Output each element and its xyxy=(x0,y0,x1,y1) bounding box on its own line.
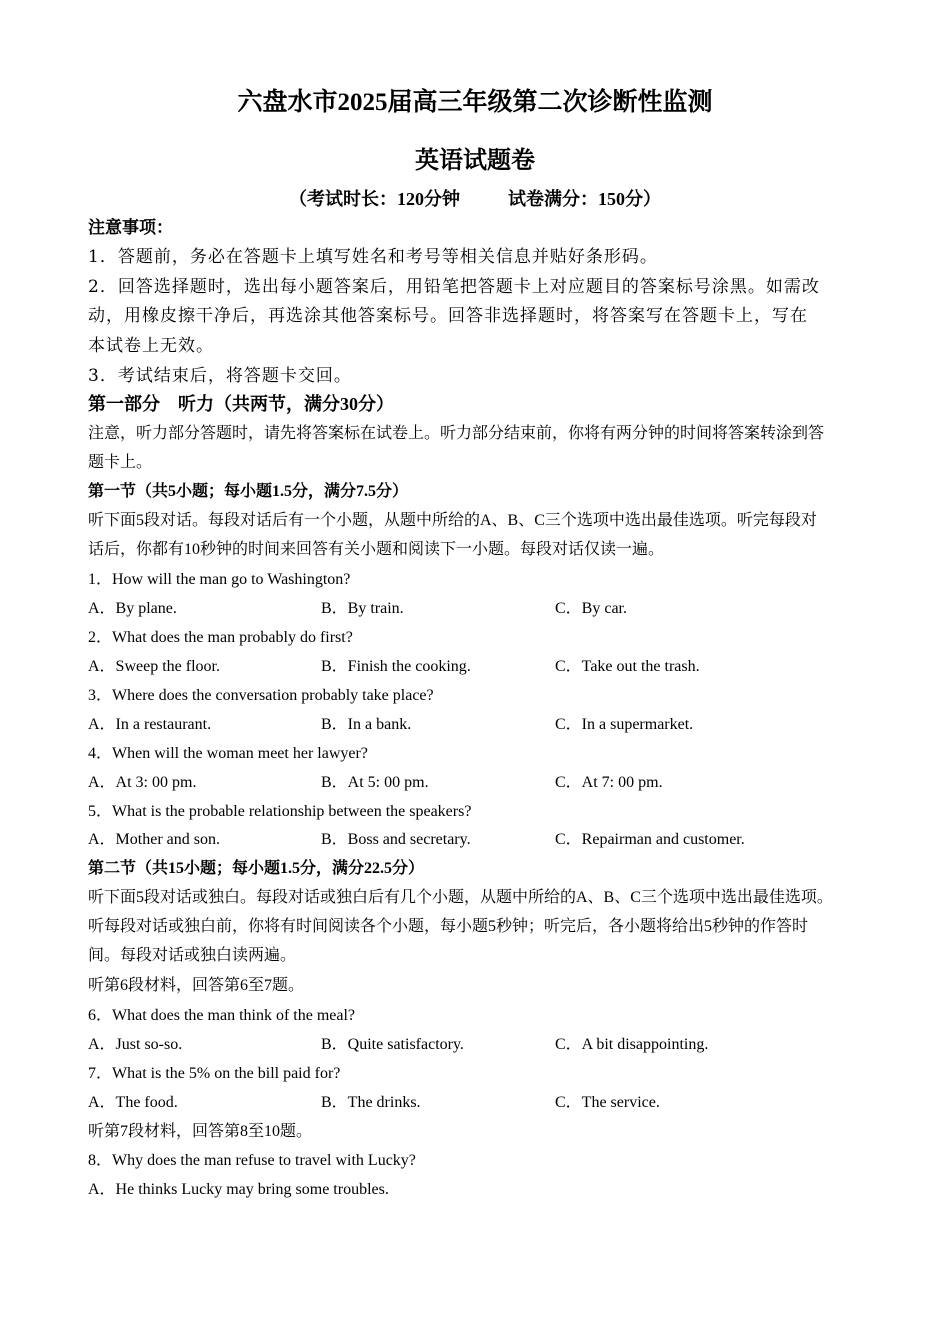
notice-line: 2．回答选择题时，选出每小题答案后，用铅笔把答题卡上对应题目的答案标号涂黑。如需改 xyxy=(88,277,820,297)
option-b: B．At 5: 00 pm. xyxy=(321,774,429,791)
option-a: A．Sweep the floor. xyxy=(88,658,220,675)
option-b: B．Quite satisfactory. xyxy=(321,1036,464,1053)
option-b: B．Finish the cooking. xyxy=(321,658,471,675)
section2-instruction: 间。每段对话或独白读两遍。 xyxy=(88,947,297,964)
notice-heading: 注意事项： xyxy=(88,218,173,238)
question-4: 4．When will the woman meet her lawyer? xyxy=(88,745,368,762)
score-info: 试卷满分：150分） xyxy=(508,189,661,209)
option-a: A．In a restaurant. xyxy=(88,716,212,733)
notice-line: 本试卷上无效。 xyxy=(88,336,214,356)
notice-line: 3．考试结束后，将答题卡交回。 xyxy=(88,366,352,386)
option-c: C．Take out the trash. xyxy=(555,658,700,675)
exam-subtitle: 英语试题卷 xyxy=(415,148,535,174)
option-a: A．The food. xyxy=(88,1094,178,1111)
exam-info xyxy=(0,185,950,211)
question-3: 3．Where does the conversation probably take place? xyxy=(88,687,434,704)
exam-title: 六盘水市2025届高三年级第二次诊断性监测 xyxy=(237,89,713,116)
option-c: C．At 7: 00 pm. xyxy=(555,774,663,791)
section2-heading: 第二节（共15小题；每小题1.5分，满分22.5分） xyxy=(88,860,425,877)
option-b: B．The drinks. xyxy=(321,1094,421,1111)
option-c: C．By car. xyxy=(555,600,627,617)
material-7-intro: 听第7段材料，回答第8至10题。 xyxy=(88,1123,313,1140)
material-6-intro: 听第6段材料，回答第6至7题。 xyxy=(88,977,305,994)
part1-heading: 第一部分 听力（共两节，满分30分） xyxy=(88,394,394,414)
section1-instruction: 话后，你都有10秒钟的时间来回答有关小题和阅读下一小题。每段对话仅读一遍。 xyxy=(88,541,665,558)
part1-note: 注意，听力部分答题时，请先将答案标在试卷上。听力部分结束前，你将有两分钟的时间将答案转涂到答 xyxy=(88,425,825,442)
notice-line: 动，用橡皮擦干净后，再选涂其他答案标号。回答非选择题时，将答案写在答题卡上，写在 xyxy=(88,306,808,326)
option-a: A．At 3: 00 pm. xyxy=(88,774,197,791)
time-info: （考试时长：120分钟 xyxy=(289,189,460,209)
question-8: 8．Why does the man refuse to travel with Lucky? xyxy=(88,1152,416,1169)
question-7: 7．What is the 5% on the bill paid for? xyxy=(88,1065,341,1082)
option-a: A．Just so-so. xyxy=(88,1036,183,1053)
section1-instruction: 听下面5段对话。每段对话后有一个小题，从题中所给的A、B、C三个选项中选出最佳选项。听完每段对 xyxy=(88,512,817,529)
option-c: C．The service. xyxy=(555,1094,660,1111)
question-5: 5．What is the probable relationship between the speakers? xyxy=(88,803,472,820)
section2-instruction: 听每段对话或独白前，你将有时间阅读各个小题，每小题5秒钟；听完后，各小题将给出5秒钟的作答时 xyxy=(88,918,809,935)
option-a: A．Mother and son. xyxy=(88,831,220,848)
option-c: C．Repairman and customer. xyxy=(555,831,745,848)
option-a: A．He thinks Lucky may bring some troubles. xyxy=(88,1181,389,1198)
part1-note: 题卡上。 xyxy=(88,454,153,471)
option-b: B．Boss and secretary. xyxy=(321,831,471,848)
option-c: C．A bit disappointing. xyxy=(555,1036,709,1053)
option-b: B．In a bank. xyxy=(321,716,412,733)
notice-line: 1．答题前，务必在答题卡上填写姓名和考号等相关信息并贴好条形码。 xyxy=(88,247,658,267)
question-1: 1．How will the man go to Washington? xyxy=(88,571,351,588)
section1-heading: 第一节（共5小题；每小题1.5分，满分7.5分） xyxy=(88,483,409,500)
question-6: 6．What does the man think of the meal? xyxy=(88,1007,356,1024)
question-2: 2．What does the man probably do first? xyxy=(88,629,353,646)
option-c: C．In a supermarket. xyxy=(555,716,694,733)
option-a: A．By plane. xyxy=(88,600,177,617)
option-b: B．By train. xyxy=(321,600,404,617)
section2-instruction: 听下面5段对话或独白。每段对话或独白后有几个小题，从题中所给的A、B、C三个选项中选出最佳选项。 xyxy=(88,889,833,906)
